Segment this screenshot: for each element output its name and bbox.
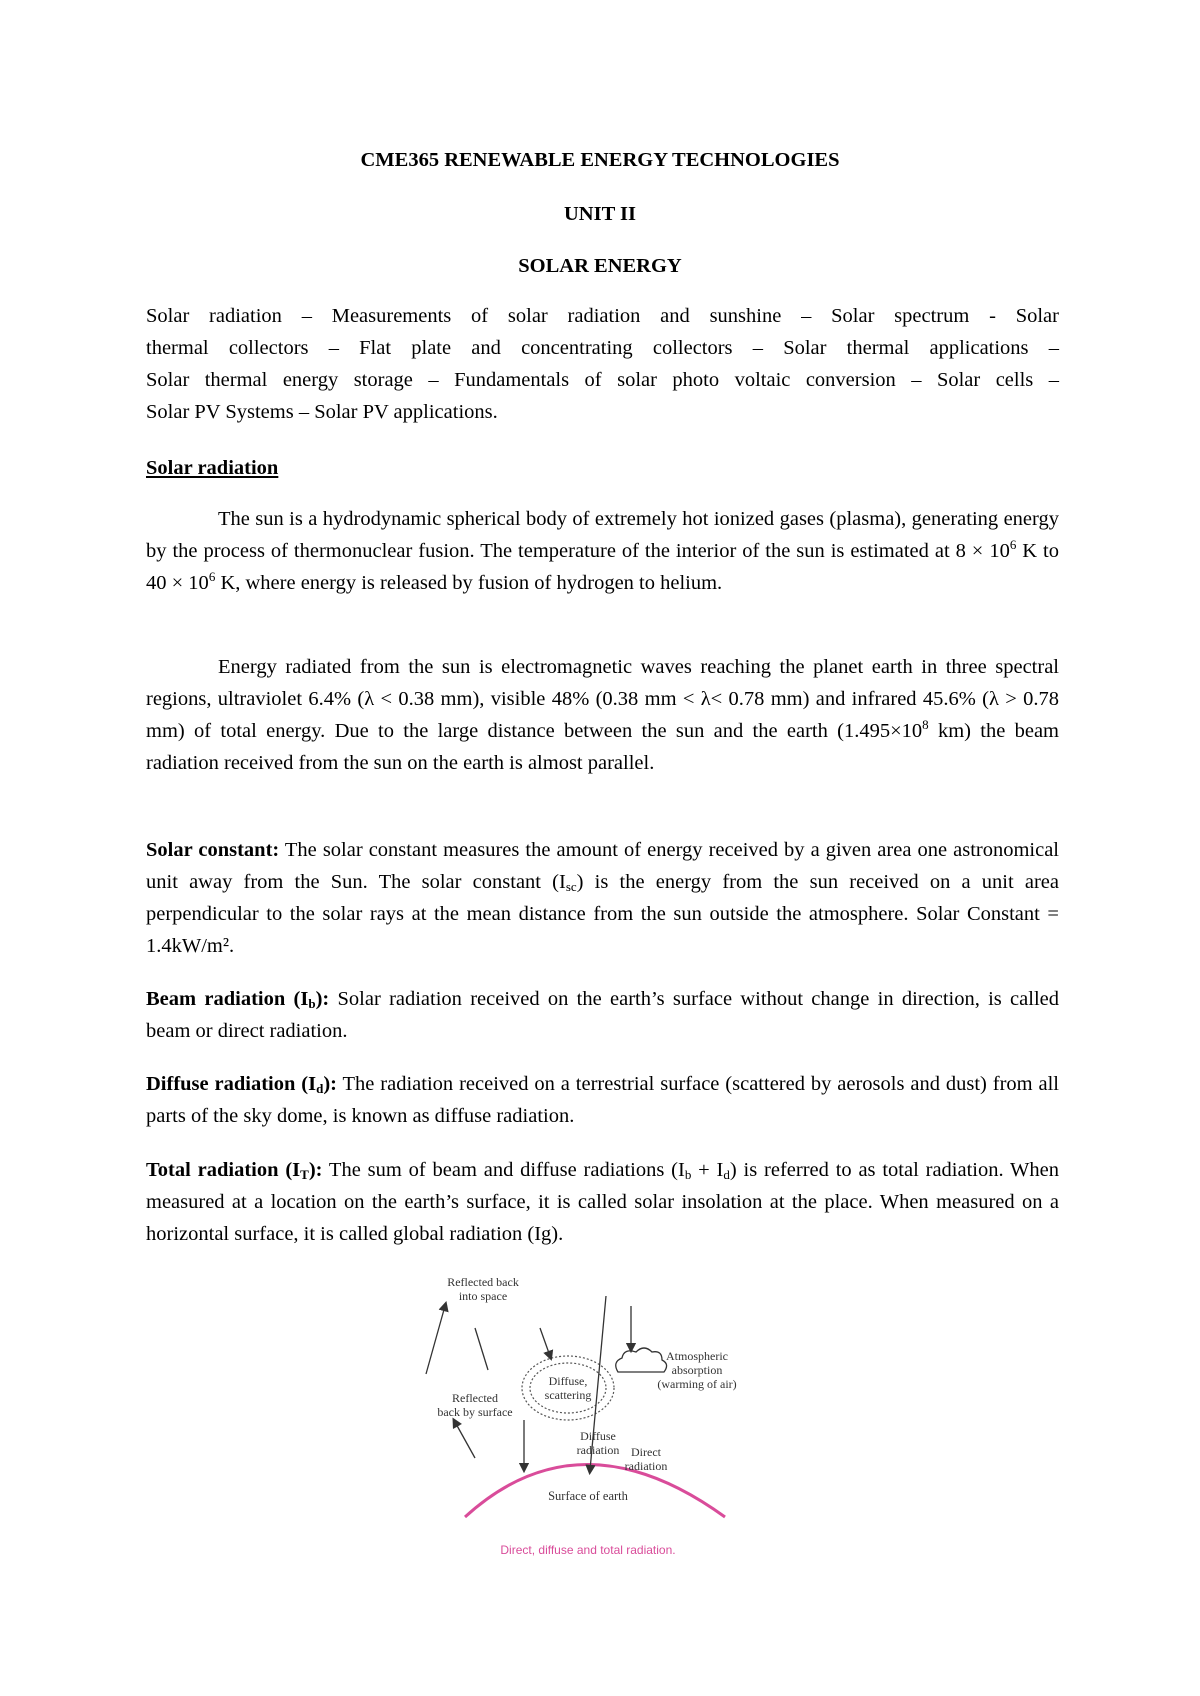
arrow-incoming-scatter [540,1328,550,1356]
label-atmospheric: Atmospheric [666,1349,728,1363]
exponent: 8 [922,717,929,732]
subscript: d [723,1167,730,1182]
spectrum-text: km) the beam radiation received from the sun on the earth is almost parallel. [146,720,1059,774]
spectrum-text: Energy radiated from the sun is electromagnetic waves reaching the planet earth in three spectral regions, ultraviolet 6.4% (λ < 0.38 mm), visible 48% (0.38 mm < λ< 0.78 mm) and infrared 45.6% (λ > 0.78 mm) of total energy. Due to the large distance between the sun and the earth (1.495×10 [146,656,1059,742]
label-reflected-surface: Reflected [452,1391,498,1405]
label-diffuse-scattering: Diffuse, [548,1374,588,1388]
syllabus-line: Solar radiation – Measurements of solar radiation and sunshine – Solar spectrum - Solar [146,305,1059,327]
topic-title: SOLAR ENERGY [518,255,682,277]
label-reflected-surface: back by surface [437,1405,513,1419]
subscript: b [684,1167,692,1182]
exponent: 6 [1009,537,1017,552]
arrow-reflected-space [426,1306,445,1374]
label-diffuse-radiation: radiation [576,1443,620,1457]
diffuse-paragraph [146,1068,1059,1132]
unit-title: UNIT II [564,203,636,225]
definition-text: Solar radiation received on the earth’s surface without change in direction, is called beam or direct radiation. [146,988,1059,1042]
section-heading: Solar radiation [146,457,279,479]
label-reflected-space: into space [458,1289,508,1303]
definition-text: The solar constant measures the amount of energy received by a given area one astronomical unit away from the Sun. The solar constant (I [146,839,1060,893]
sun-text: K to 40 × 10 [146,540,1059,594]
label-direct-radiation: Direct [631,1445,661,1459]
total-paragraph [146,1154,1059,1250]
label-diffuse-scattering: scattering [544,1388,592,1402]
syllabus-paragraph [146,300,1059,428]
sun-text: K, where energy is released by fusion of hydrogen to helium. [215,572,723,594]
radiation-diagram [420,1262,810,1562]
sun-text: The sun is a hydrodynamic spherical body of extremely hot ionized gases (plasma), generating energy by the process of thermonuclear fusion. The temperature of the interior of the sun is estimated at 8 × 10 [146,508,1059,562]
definition-text: The radiation received on a terrestrial surface (scattered by aerosols and dust) from all parts of the sky dome, is known as diffuse radiation. [146,1073,1059,1127]
diagram-caption: Direct, diffuse and total radiation. [500,1543,676,1557]
label-reflected-space: Reflected back [447,1275,519,1289]
solar-constant-paragraph [146,834,1059,962]
term-total-radiation: Total radiation $(I_T)$: [146,1159,323,1182]
term-diffuse-radiation: Diffuse radiation $(I_d)$: [146,1073,337,1096]
term-solar-constant: Solar constant: [146,839,280,861]
course-title: CME365 RENEWABLE ENERGY TECHNOLOGIES [360,149,840,171]
definition-text: + I [691,1159,724,1181]
label-diffuse-radiation: Diffuse [580,1429,616,1443]
label-surface-of-earth: Surface of earth [548,1489,628,1503]
syllabus-line: thermal collectors – Flat plate and concentrating collectors – Solar thermal applications – [146,337,1059,359]
arrow-space-scatter [475,1328,488,1370]
definition-text: ) is referred to as total radiation. When measured at a location on the earth’s surface, it is called solar insolation at the place. When measured on a horizontal surface, it is called global radiation (Ig). [146,1159,1060,1245]
definition-text: The sum of beam and diffuse radiations (I [322,1159,685,1181]
label-atmospheric: absorption [671,1363,723,1377]
term-beam-radiation: Beam radiation $(I_b)$: [146,988,330,1011]
definition-text: ) is the energy from the sun received on a unit area perpendicular to the solar rays at the mean distance from the sun outside the atmosphere. Solar Constant = 1.4kW/m². [146,871,1059,957]
sun-paragraph [146,503,1059,599]
exponent: 6 [208,569,216,584]
label-direct-radiation: radiation [624,1459,668,1473]
label-atmospheric: (warming of air) [657,1377,737,1391]
arrow-reflected-surface [455,1422,475,1458]
syllabus-line: Solar PV Systems – Solar PV applications. [146,401,498,423]
spectrum-paragraph [146,651,1059,779]
subscript: sc [565,879,577,894]
cloud-icon [616,1348,667,1372]
syllabus-line: Solar thermal energy storage – Fundamentals of solar photo voltaic conversion – Solar cells – [146,369,1059,391]
beam-paragraph [146,983,1059,1047]
